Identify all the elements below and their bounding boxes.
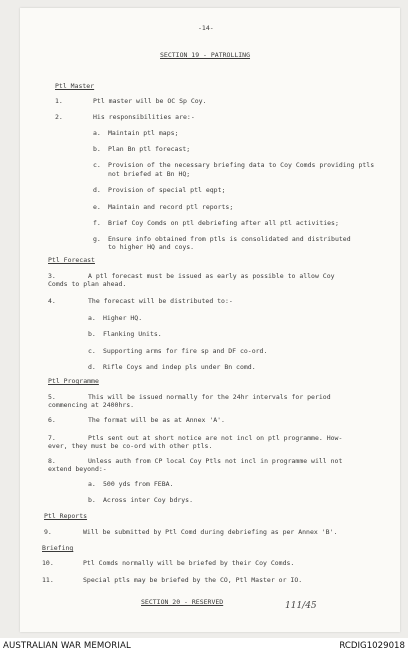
para-number: 9.: [44, 528, 52, 536]
list-key: b.: [88, 496, 96, 504]
para-text-cont: ever, they must be co-ord with other ptls.: [48, 442, 213, 450]
para-number: 1.: [55, 97, 63, 105]
para-text: Will be submitted by Ptl Comd during debriefing as per Annex 'B'.: [83, 528, 338, 536]
list-key: g.: [93, 235, 101, 243]
list-item: Plan Bn ptl forecast;: [108, 145, 191, 153]
para-text-cont: commencing at 2400hrs.: [48, 401, 135, 409]
list-key: d.: [93, 186, 101, 194]
archive-footer: [0, 638, 408, 654]
heading-briefing: Briefing: [42, 544, 74, 552]
para-text: Special ptls may be briefed by the CO, Ptl Master or IO.: [83, 576, 303, 584]
para-number: 8.: [48, 457, 56, 465]
para-text: This will be issued normally for the 24hr intervals for period: [88, 393, 331, 401]
para-text: Ptl Comds normally will be briefed by their Coy Comds.: [83, 559, 295, 567]
list-key: b.: [93, 145, 101, 153]
list-key: a.: [88, 314, 96, 322]
list-key: d.: [88, 363, 96, 371]
para-text: Ptls sent out at short notice are not incl on ptl programme. How-: [88, 434, 343, 442]
list-item: Brief Coy Comds on ptl debriefing after all ptl activities;: [108, 219, 339, 227]
list-key: c.: [93, 161, 101, 169]
para-text-cont: Comds to plan ahead.: [48, 280, 127, 288]
para-number: 5.: [48, 393, 56, 401]
para-text-cont: extend beyond:-: [48, 465, 107, 473]
para-text: Unless auth from CP local Coy Ptls not incl in programme will not: [88, 457, 343, 465]
list-item: Rifle Coys and indep pls under Bn comd.: [103, 363, 256, 371]
list-item: Provision of special ptl eqpt;: [108, 186, 226, 194]
list-key: e.: [93, 203, 101, 211]
para-text: Ptl master will be OC Sp Coy.: [93, 97, 207, 105]
list-item: Flanking Units.: [103, 330, 162, 338]
list-item-cont: to higher HQ and coys.: [108, 243, 195, 251]
heading-ptl-reports: Ptl Reports: [44, 512, 88, 520]
section-20-title: SECTION 20 - RESERVED: [141, 598, 224, 606]
list-key: a.: [93, 129, 101, 137]
list-key: f.: [93, 219, 101, 227]
list-key: b.: [88, 330, 96, 338]
para-text: The forecast will be distributed to:-: [88, 297, 233, 305]
list-item-cont: not briefed at Bn HQ;: [108, 170, 191, 178]
para-number: 7.: [48, 434, 56, 442]
para-text: The format will be as at Annex 'A'.: [88, 416, 225, 424]
para-number: 3.: [48, 272, 56, 280]
document-page: [20, 8, 400, 632]
para-text: His responsibilities are:-: [93, 113, 195, 121]
section-title: SECTION 19 - PATROLLING: [160, 51, 251, 59]
heading-ptl-master: Ptl Master: [55, 82, 95, 90]
para-number: 11.: [42, 576, 54, 584]
page-number: -14-: [198, 24, 214, 32]
list-key: c.: [88, 347, 96, 355]
handwritten-folio: 111/45: [285, 601, 317, 611]
list-item: 500 yds from FEBA.: [103, 480, 174, 488]
list-item: Ensure info obtained from ptls is consolidated and distributed: [108, 235, 351, 243]
para-number: 4.: [48, 297, 56, 305]
heading-ptl-forecast: Ptl Forecast: [48, 256, 95, 264]
para-number: 6.: [48, 416, 56, 424]
para-text: A ptl forecast must be issued as early as possible to allow Coy: [88, 272, 335, 280]
heading-ptl-programme: Ptl Programme: [48, 377, 99, 385]
para-number: 2.: [55, 113, 63, 121]
footer-id: RCDIG1029018: [339, 641, 405, 651]
footer-source: AUSTRALIAN WAR MEMORIAL: [3, 641, 131, 651]
list-item: Maintain ptl maps;: [108, 129, 179, 137]
para-number: 10.: [42, 559, 54, 567]
list-item: Across inter Coy bdrys.: [103, 496, 194, 504]
list-key: a.: [88, 480, 96, 488]
list-item: Maintain and record ptl reports;: [108, 203, 234, 211]
list-item: Supporting arms for fire sp and DF co-ord.: [103, 347, 268, 355]
list-item: Higher HQ.: [103, 314, 143, 322]
list-item: Provision of the necessary briefing data to Coy Comds providing ptls: [108, 161, 375, 169]
